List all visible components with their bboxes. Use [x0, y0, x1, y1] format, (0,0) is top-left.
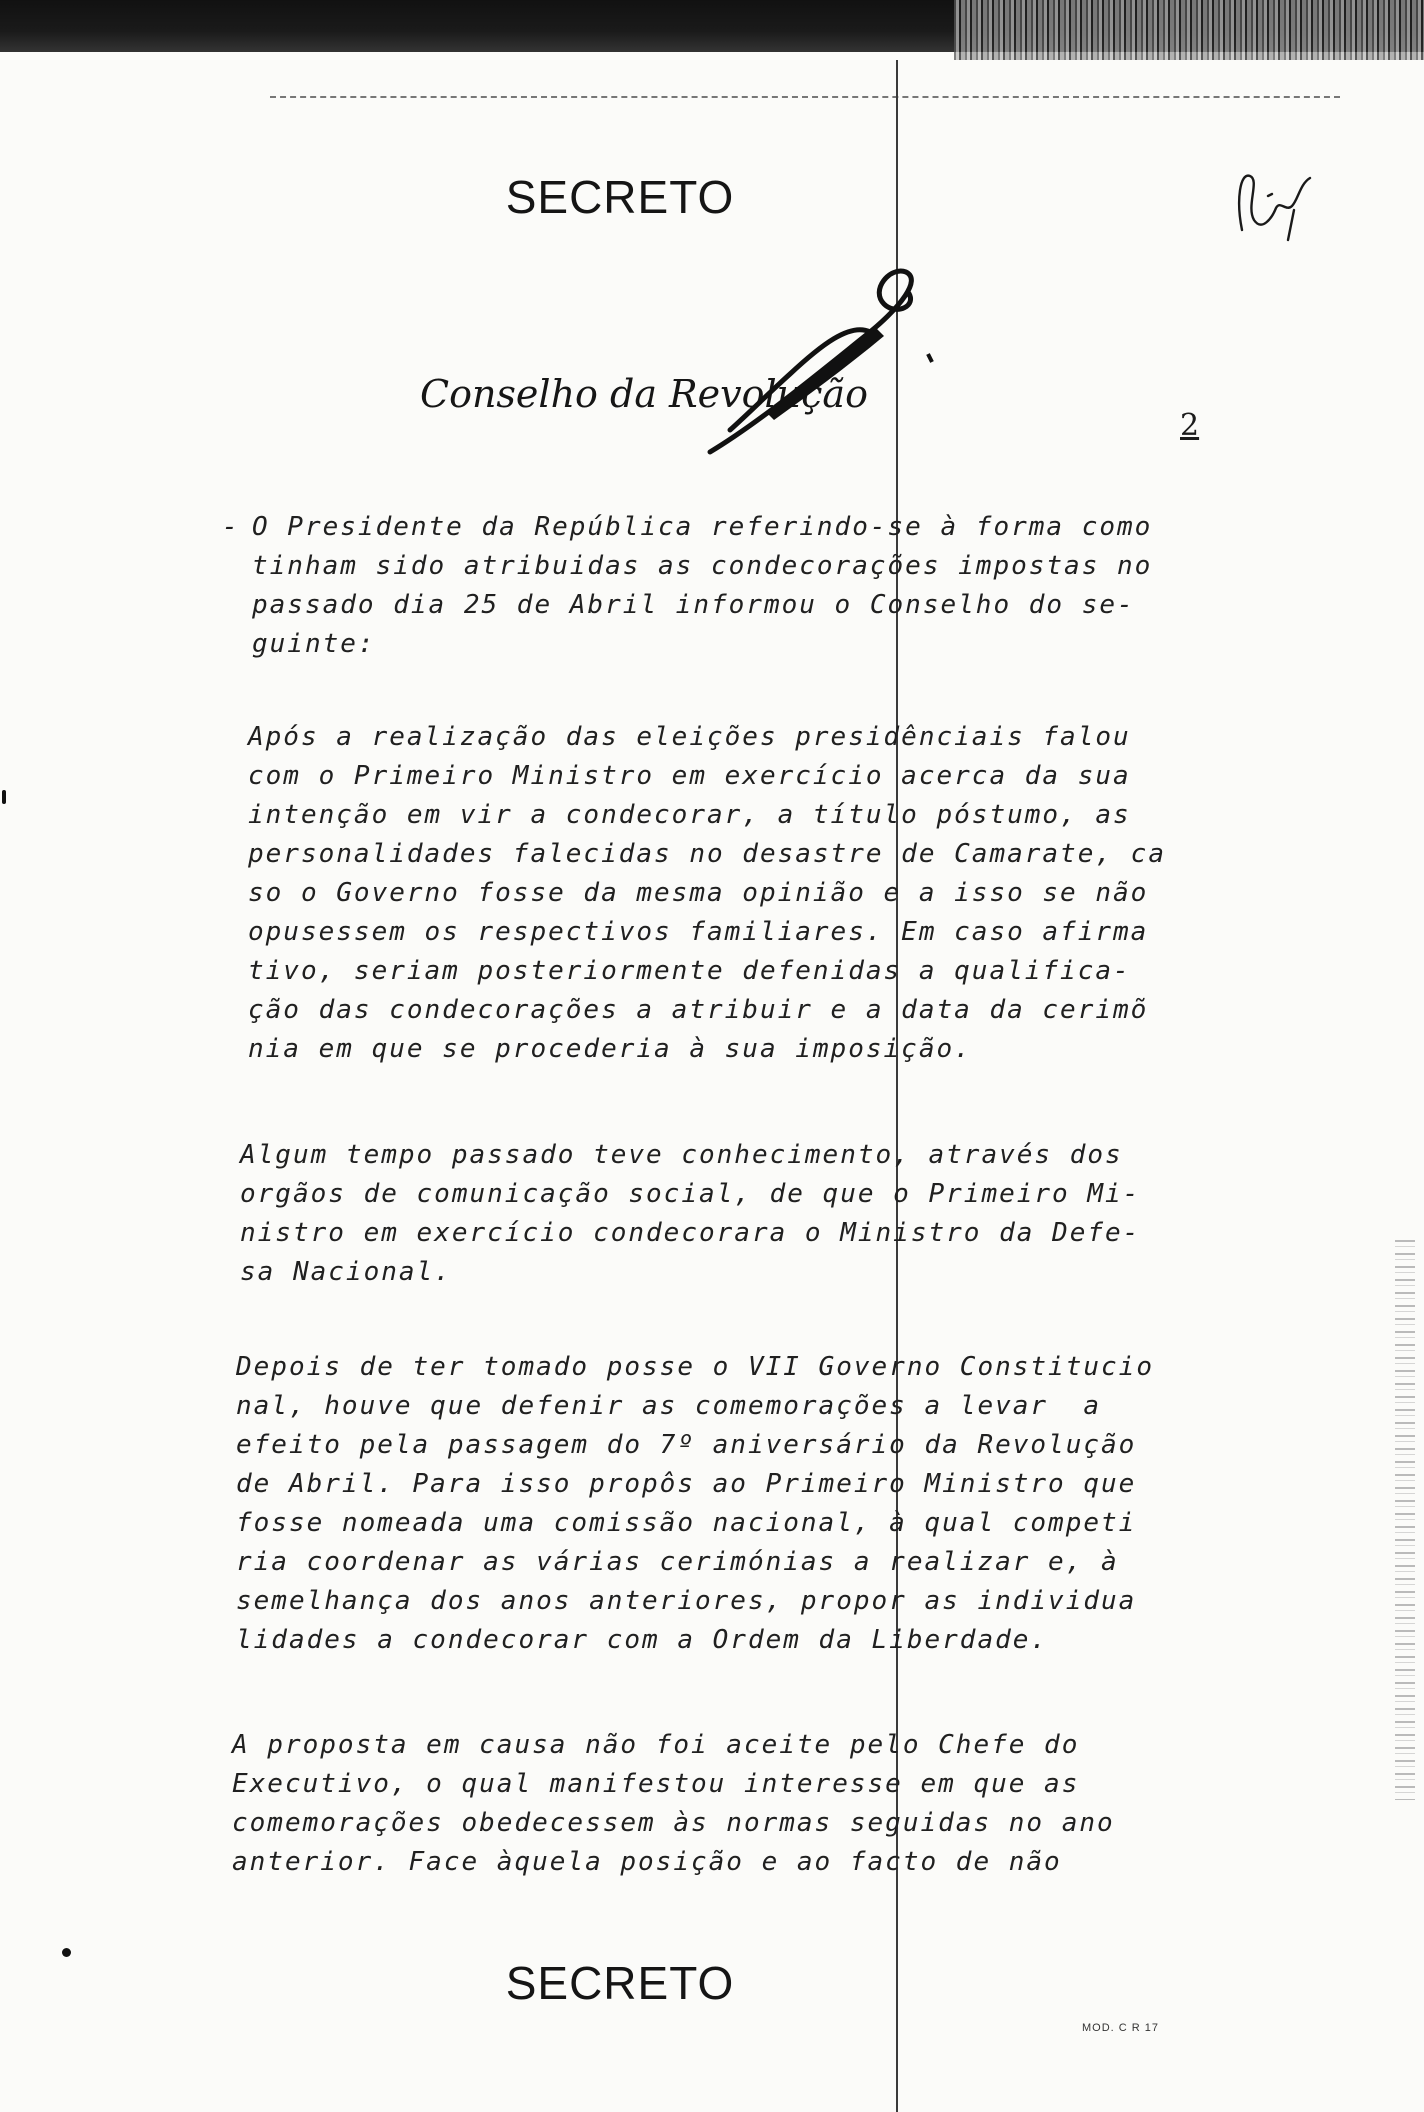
handwritten-initials-icon — [1228, 160, 1320, 252]
text-line: sa Nacional. — [240, 1257, 452, 1287]
text-line: opusessem os respectivos familiares. Em caso afirma — [248, 917, 1149, 947]
text-line: de Abril. Para isso propôs ao Primeiro Ministro que — [236, 1469, 1137, 1499]
text-line: lidades a condecorar com a Ordem da Liberdade. — [236, 1625, 1049, 1655]
text-line: ria coordenar as várias cerimónias a realizar e, à — [236, 1547, 1119, 1577]
text-line: ção das condecorações a atribuir e a data da cerimõ — [248, 995, 1149, 1025]
top-rule — [270, 96, 1340, 98]
paragraph-1 — [252, 508, 1152, 664]
scan-edge-noise — [1395, 1240, 1415, 1800]
text-line: semelhança dos anos anteriores, propor as individua — [236, 1586, 1137, 1616]
letterhead: Conselho da Revolução — [420, 372, 868, 416]
margin-tick — [2, 790, 6, 804]
paragraph-5 — [232, 1726, 1115, 1882]
text-line: nia em que se procederia à sua imposição. — [248, 1034, 972, 1064]
paragraph-3 — [240, 1136, 1140, 1292]
text-line: guinte: — [252, 629, 376, 659]
page-number: 2 — [1180, 408, 1200, 443]
scan-noise — [954, 0, 1424, 60]
text-line: Algum tempo passado teve conhecimento, através dos — [240, 1140, 1123, 1170]
signature-mark-icon — [670, 262, 970, 482]
text-line: anterior. Face àquela posição e ao facto de não — [232, 1847, 1062, 1877]
text-line: passado dia 25 de Abril informou o Conselho do se- — [252, 590, 1135, 620]
text-line: nal, houve que defenir as comemorações a levar a — [236, 1391, 1102, 1421]
text-line: O Presidente da República referindo-se à forma como — [252, 512, 1153, 542]
text-line: tivo, seriam posteriormente defenidas a qualifica- — [248, 956, 1131, 986]
intro-dash: - — [222, 512, 238, 542]
margin-dot — [62, 1948, 71, 1957]
text-line: Após a realização das eleições presidênciais falou — [248, 722, 1131, 752]
paragraph-2 — [248, 718, 1166, 1069]
paragraph-4 — [236, 1348, 1154, 1660]
classification-stamp-top: SECRETO — [505, 171, 735, 223]
text-line: efeito pela passagem do 7º aniversário da Revolução — [236, 1430, 1137, 1460]
text-line: comemorações obedecessem às normas seguidas no ano — [232, 1808, 1115, 1838]
text-line: fosse nomeada uma comissão nacional, à qual competi — [236, 1508, 1137, 1538]
text-line: com o Primeiro Ministro em exercício acerca da sua — [248, 761, 1131, 791]
text-line: nistro em exercício condecorara o Ministro da Defe- — [240, 1218, 1141, 1248]
text-line: intenção em vir a condecorar, a título póstumo, as — [248, 800, 1131, 830]
text-line: so o Governo fosse da mesma opinião e a isso se não — [248, 878, 1149, 908]
form-code: MOD. C R 17 — [1082, 2022, 1160, 2034]
text-line: orgãos de comunicação social, de que o Primeiro Mi- — [240, 1179, 1141, 1209]
text-line: tinham sido atribuidas as condecorações impostas no — [252, 551, 1153, 581]
text-line: Depois de ter tomado posse o VII Governo Constitucio — [236, 1352, 1154, 1382]
text-line: personalidades falecidas no desastre de Camarate, ca — [248, 839, 1166, 869]
text-line: Executivo, o qual manifestou interesse em que as — [232, 1769, 1080, 1799]
classification-stamp-bottom: SECRETO — [505, 1957, 735, 2009]
text-line: A proposta em causa não foi aceite pelo Chefe do — [232, 1730, 1080, 1760]
